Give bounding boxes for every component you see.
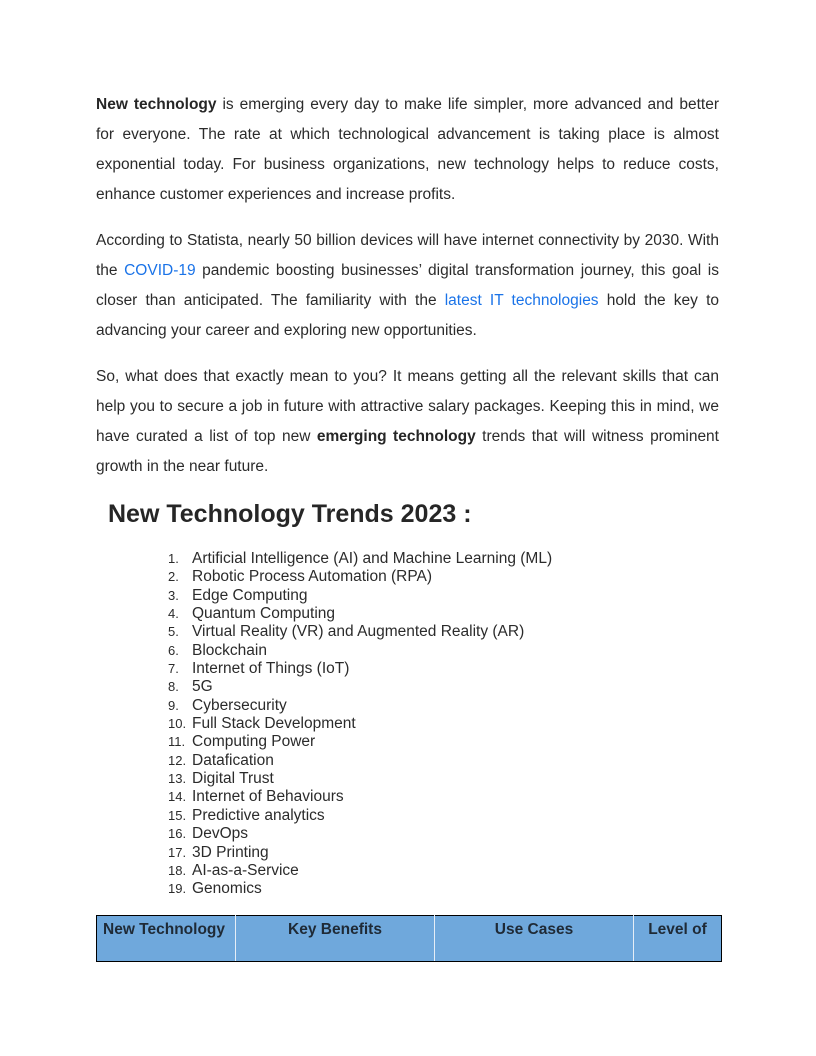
list-item-label: DevOps — [192, 825, 248, 843]
list-item — [168, 733, 552, 751]
list-item-label: Full Stack Development — [192, 715, 356, 733]
statista-text-a: According to Statista, nearly 50 billion devices will have internet connectivity by 2030. With the — [96, 232, 719, 279]
list-item-number: 13. — [168, 771, 187, 787]
list-item-number: 19. — [168, 881, 187, 897]
list-item-number: 18. — [168, 862, 187, 878]
list-item — [168, 587, 552, 605]
list-item-number: 17. — [168, 844, 187, 860]
list-item-number: 9. — [168, 697, 179, 713]
list-item-number: 16. — [168, 826, 187, 842]
list-item-label: Internet of Behaviours — [192, 788, 344, 806]
intro-paragraph — [96, 90, 719, 210]
table-header-key-benefits: Key Benefits — [236, 916, 435, 962]
list-item — [168, 660, 552, 678]
list-item-number: 11. — [168, 734, 186, 750]
new-technology-bold: New technology — [96, 96, 217, 113]
list-item — [168, 642, 552, 660]
list-item — [168, 880, 552, 898]
list-item-number: 8. — [168, 679, 179, 695]
list-item — [168, 788, 552, 806]
table-header-row — [97, 916, 722, 962]
list-item — [168, 623, 552, 641]
list-item — [168, 752, 552, 770]
list-item-number: 4. — [168, 606, 179, 622]
list-item-label: Artificial Intelligence (AI) and Machine Learning (ML) — [192, 550, 553, 567]
list-item-label: AI-as-a-Service — [192, 861, 299, 879]
list-item-number: 6. — [168, 642, 179, 658]
table-header-use-cases: Use Cases — [435, 916, 634, 962]
list-item-label: Computing Power — [192, 733, 316, 751]
list-item — [168, 605, 552, 623]
statista-text-c: hold the key to advancing your career and exploring new opportunities. — [96, 292, 719, 339]
list-item-label: Digital Trust — [192, 770, 274, 788]
intro-paragraph-text: is emerging every day to make life simpler, more advanced and better for everyone. The rate at which technological advancement is taking place is almost exponential today. For business organizations, new technology helps to reduce costs, enhance customer experiences and increase profits. — [96, 96, 719, 203]
curated-text-b: trends that will witness prominent growth in the near future. — [96, 428, 719, 475]
emerging-technology-bold: emerging technology — [316, 428, 476, 445]
list-item — [168, 678, 552, 696]
list-item — [168, 825, 552, 843]
list-item-number: 10. — [168, 716, 187, 732]
list-item-number: 12. — [168, 752, 187, 768]
list-item-label: Blockchain — [192, 641, 267, 659]
list-item-label: Edge Computing — [192, 586, 308, 604]
table-header-new-technology: New Technology — [97, 916, 236, 962]
list-item-label: Predictive analytics — [192, 806, 325, 824]
statista-paragraph — [96, 226, 719, 346]
list-item-label: Quantum Computing — [192, 605, 336, 623]
curated-text-a: So, what does that exactly mean to you? It means getting all the relevant skills that can help you to secure a job in future with attractive salary packages. Keeping this in mind, we have curated a list of top new — [96, 368, 719, 445]
list-item — [168, 844, 552, 862]
covid-19-link[interactable]: COVID-19 — [124, 262, 196, 279]
list-item — [168, 807, 552, 825]
table-header-level-of: Level of — [634, 916, 722, 962]
list-item-number: 15. — [168, 807, 187, 823]
list-item-label: Internet of Things (IoT) — [192, 660, 350, 678]
list-item-label: 3D Printing — [192, 843, 269, 861]
list-item — [168, 697, 552, 715]
list-item-label: Datafication — [192, 751, 274, 769]
list-item-label: Virtual Reality (VR) and Augmented Reality (AR) — [192, 623, 525, 641]
statista-text-b: pandemic boosting businesses’ digital transformation journey, this goal is closer than anticipated. The familiarity with the — [96, 262, 719, 309]
trends-heading: New Technology Trends 2023 : — [108, 500, 472, 528]
list-item — [168, 770, 552, 788]
trends-list — [168, 550, 552, 899]
list-item-number: 5. — [168, 624, 179, 640]
list-item-label: Robotic Process Automation (RPA) — [192, 568, 433, 586]
list-item — [168, 862, 552, 880]
list-item-number: 7. — [168, 661, 179, 677]
list-item-number: 3. — [168, 587, 179, 603]
list-item-number: 2. — [168, 569, 179, 585]
list-item-label: Cybersecurity — [192, 696, 287, 714]
list-item-number: 1. — [168, 551, 179, 566]
curated-list-paragraph — [96, 362, 719, 482]
latest-it-technologies-link[interactable]: latest IT technologies — [444, 292, 599, 309]
technology-table — [96, 915, 722, 962]
list-item-number: 14. — [168, 789, 187, 805]
list-item — [168, 715, 552, 733]
list-item — [168, 568, 552, 586]
list-item-label: 5G — [192, 678, 213, 696]
list-item-label: Genomics — [192, 880, 262, 898]
list-item — [168, 550, 552, 568]
